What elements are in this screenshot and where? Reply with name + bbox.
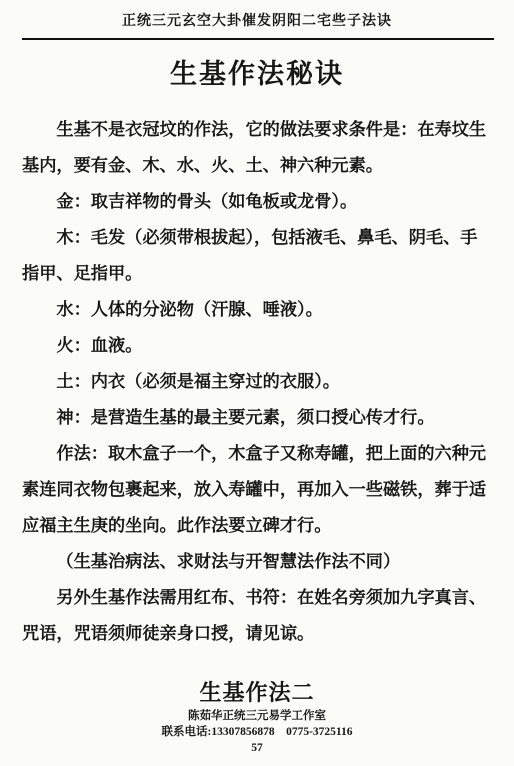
page-footer xyxy=(0,708,514,756)
paragraph-intro: 生基不是衣冠坟的作法，它的做法要求条件是：在寿坟生基内，要有金、木、水、火、土、神六种元素。 xyxy=(22,120,487,176)
paragraph-method: 作法：取木盒子一个，木盒子又称寿罐，把上面的六种元素连同衣物包裹起来，放入寿罐中，再加入一些磁铁，葬于适应福主生庚的坐向。此作法要立碑才行。 xyxy=(22,444,487,536)
paragraph-additional: 另外生基作法需用红布、书符：在姓名旁须加九字真言、咒语，咒语须师徒亲身口授，请见谅。 xyxy=(22,588,487,644)
running-header: 正统三元玄空大卦催发阴阳二宅些子法诀 xyxy=(122,13,392,29)
paragraph-wood: 木：毛发（必须带根拔起），包括液毛、鼻毛、阴毛、手指甲、足指甲。 xyxy=(22,228,478,284)
footer-phone: 联系电话:13307856878 0775-3725116 xyxy=(161,726,353,738)
paragraph-spirit: 神：是营造生基的最主要元素，须口授心传才行。 xyxy=(56,408,435,428)
footer-organization: 陈茹华正统三元易学工作室 xyxy=(188,710,326,722)
page-title: 生基作法秘诀 xyxy=(170,59,344,90)
paragraph-water: 水：人体的分泌物（汗腺、唾液）。 xyxy=(56,300,323,320)
paragraph-earth: 土：内衣（必须是福主穿过的衣服）。 xyxy=(56,372,340,392)
paragraph-note: （生基治病法、求财法与开智慧法作法不同） xyxy=(56,552,401,572)
paragraph-fire: 火：血液。 xyxy=(56,336,143,356)
page-number: 57 xyxy=(251,742,263,754)
header-rule xyxy=(22,38,494,40)
section-subheading: 生基作法二 xyxy=(199,681,315,706)
paragraph-metal: 金：取吉祥物的骨头（如龟板或龙骨）。 xyxy=(56,192,358,212)
body-text xyxy=(22,112,494,652)
